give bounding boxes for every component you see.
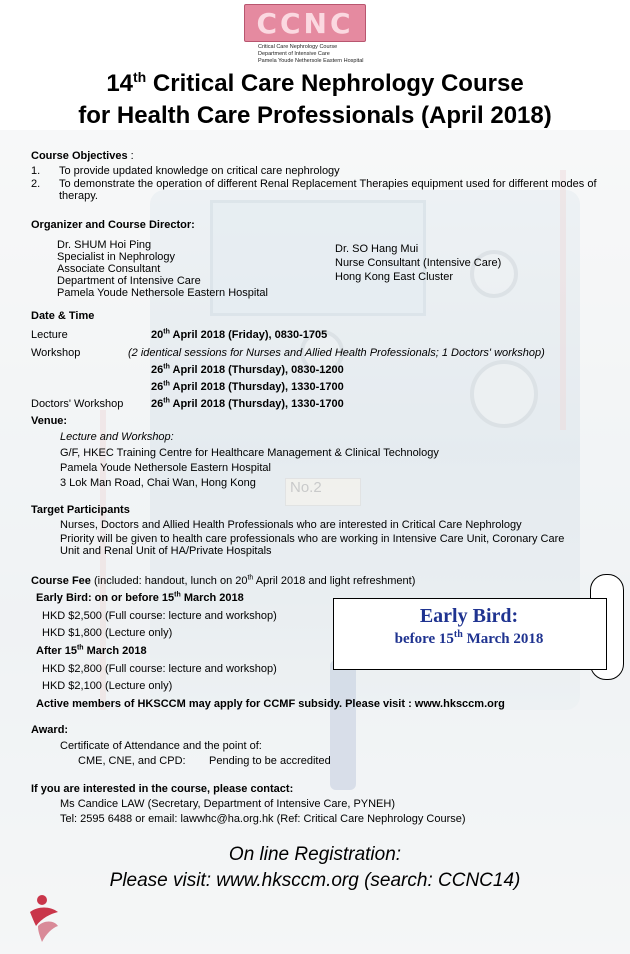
award-line-1: Certificate of Attendance and the point of: xyxy=(60,740,262,752)
objective-2-number: 2. xyxy=(31,178,41,190)
objective-1-number: 1. xyxy=(31,165,41,177)
banner-line-1: Early Bird: xyxy=(419,605,519,627)
workshop-note: (2 identical sessions for Nurses and Allied Health Professionals; 1 Doctors' workshop) xyxy=(128,347,545,359)
early-bird-full-fee: HKD $2,500 (Full course: lecture and workshop) xyxy=(42,610,277,622)
doctors-workshop-date: 26th April 2018 (Thursday), 1330-1700 xyxy=(151,397,344,410)
participants-line-1: Nurses, Doctors and Allied Health Professionals who are interested in Critical Care Nephrology xyxy=(60,519,522,531)
award-heading: Award: xyxy=(31,724,69,736)
lecture-date: 20th April 2018 (Friday), 0830-1705 xyxy=(151,328,328,341)
objectives-heading: Course Objectives : xyxy=(31,150,134,162)
objective-1-text: To provide updated knowledge on critical care nephrology xyxy=(59,165,340,177)
after-lecture-fee: HKD $2,100 (Lecture only) xyxy=(42,680,173,692)
contact-line-1: Ms Candice LAW (Secretary, Department of Intensive Care, PYNEH) xyxy=(60,798,396,810)
venue-heading: Venue: xyxy=(31,415,68,427)
fee-heading: Course Fee (included: handout, lunch on 20th April 2018 and light refreshment) xyxy=(31,574,416,587)
award-line-2-value: Pending to be accredited xyxy=(209,755,331,767)
datetime-heading: Date & Time xyxy=(31,310,95,322)
logo-subtext: Critical Care Nephrology Course Department of Intensive Care Pamela Youde Nethersole Eastern Hospital xyxy=(258,44,364,64)
venue-address: G/F, HKEC Training Centre for Healthcare Management & Clinical Technology Pamela Youde Nethersole Eastern Hospital 3 Lok Man Road, Chai Wan, Hong Kong xyxy=(60,447,439,489)
doctors-workshop-label: Doctors' Workshop xyxy=(31,398,124,410)
after-full-fee: HKD $2,800 (Full course: lecture and workshop) xyxy=(42,663,277,675)
objective-2-text: To demonstrate the operation of different Renal Replacement Therapies equipment used for different modes of therapy. xyxy=(59,178,597,202)
workshop-label: Workshop xyxy=(31,347,81,359)
participants-heading: Target Participants xyxy=(31,504,130,516)
registration-line-1: On line Registration: xyxy=(228,844,402,865)
contact-line-2: Tel: 2595 6488 or email: lawwhc@ha.org.hk (Ref: Critical Care Nephrology Course) xyxy=(60,813,466,825)
registration-line-2[interactable]: Please visit: www.hksccm.org (search: CCNC14) xyxy=(109,870,521,891)
early-bird-banner xyxy=(333,574,627,686)
workshop-session-1: 26th April 2018 (Thursday), 0830-1200 xyxy=(151,363,344,376)
after-date-heading: After 15th March 2018 xyxy=(36,644,147,657)
early-bird-heading: Early Bird: on or before 15th March 2018 xyxy=(36,591,244,604)
course-logo xyxy=(244,4,366,42)
participants-line-2: Priority will be given to health care professionals who are working in Intensive Care Unit, Coronary Care Unit and Renal Unit of HA/Private Hospitals xyxy=(60,533,565,557)
title-line-2: for Health Care Professionals (April 2018) xyxy=(78,102,552,129)
organizer-left: Dr. SHUM Hoi Ping Specialist in Nephrology Associate Consultant Department of Intensive Care Pamela Youde Nethersole Eastern Hospital xyxy=(57,239,268,299)
organizer-right: Dr. SO Hang Mui Nurse Consultant (Intensive Care) Hong Kong East Cluster xyxy=(335,243,502,283)
banner-text xyxy=(333,604,605,650)
early-bird-lecture-fee: HKD $1,800 (Lecture only) xyxy=(42,627,173,639)
contact-heading: If you are interested in the course, please contact: xyxy=(31,783,294,795)
workshop-session-2: 26th April 2018 (Thursday), 1330-1700 xyxy=(151,380,344,393)
ccmf-note: Active members of HKSCCM may apply for CCMF subsidy. Please visit : www.hksccm.org xyxy=(36,698,505,710)
venue-subheading: Lecture and Workshop: xyxy=(60,431,174,443)
organizer-heading: Organizer and Course Director: xyxy=(31,219,195,231)
title-line-1: 14th Critical Care Nephrology Course xyxy=(106,69,524,97)
hospital-ribbon-logo-icon xyxy=(24,892,64,946)
online-registration xyxy=(0,842,630,894)
logo-text: CCNC xyxy=(256,6,354,40)
lecture-label: Lecture xyxy=(31,329,68,341)
page-title xyxy=(0,68,630,132)
award-line-2-label: CME, CNE, and CPD: xyxy=(78,755,186,767)
banner-line-2: before 15th March 2018 xyxy=(394,629,544,647)
